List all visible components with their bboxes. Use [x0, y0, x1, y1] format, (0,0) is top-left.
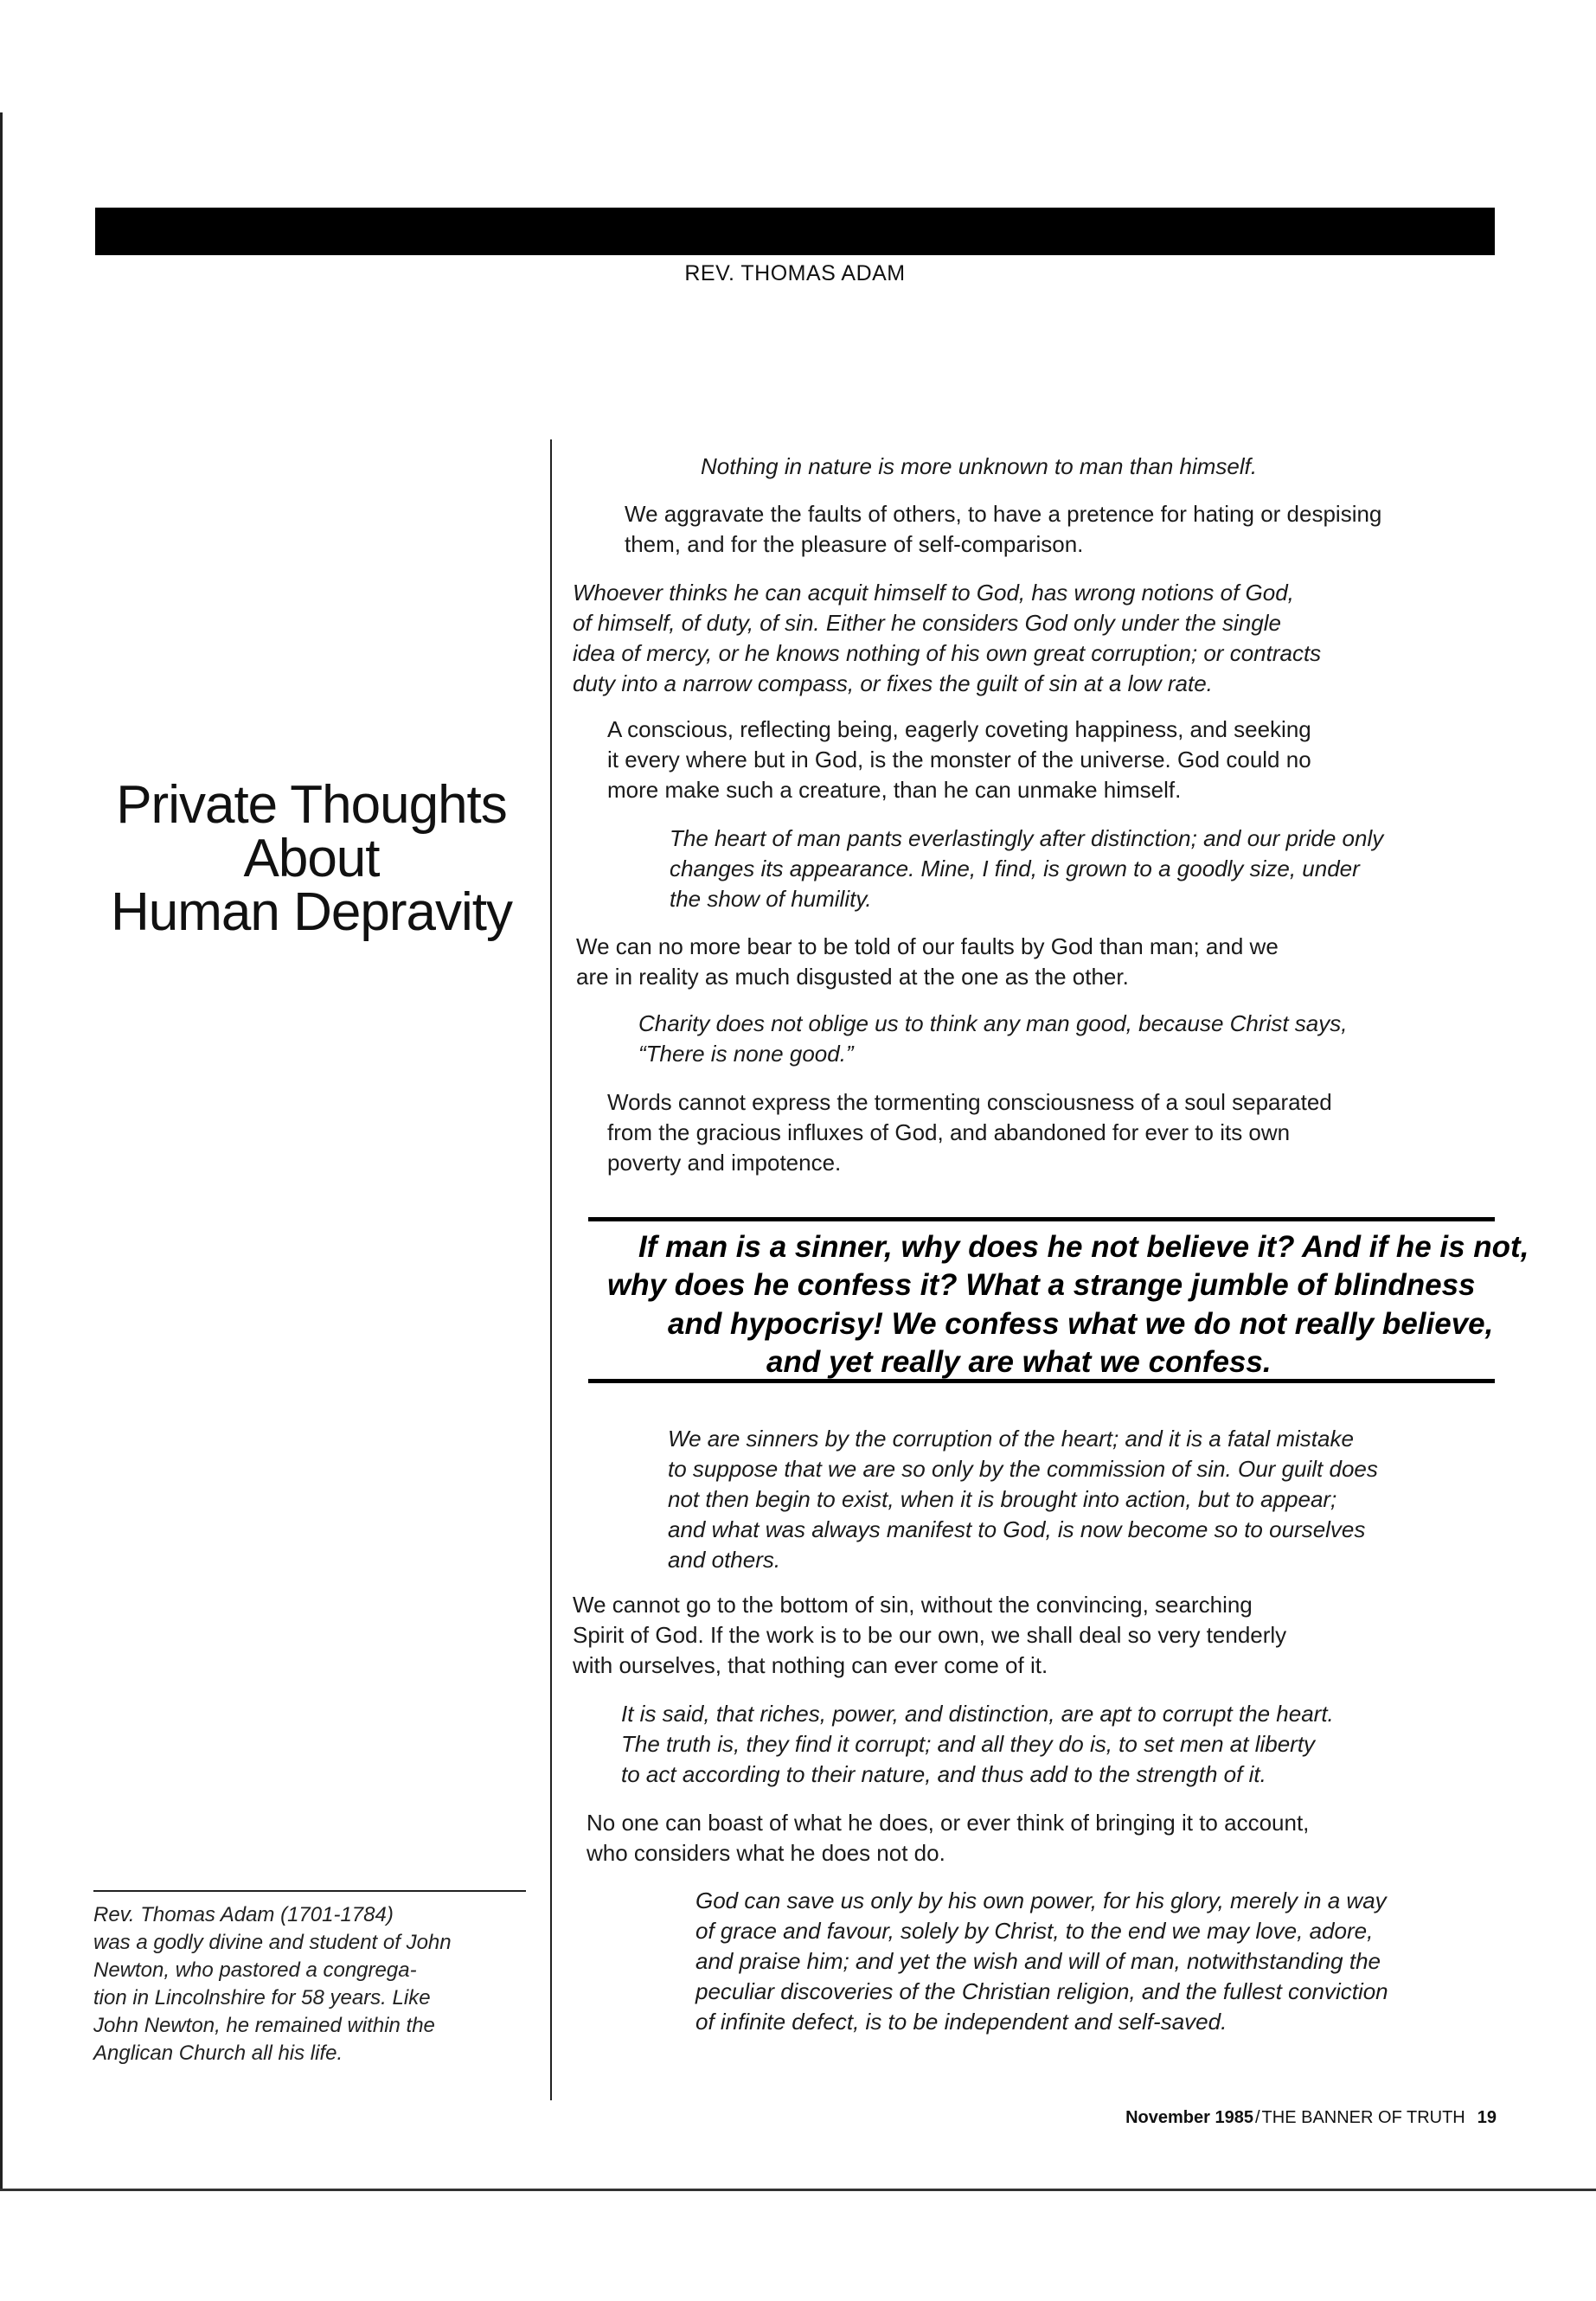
pull-quote-line: If man is a sinner, why does he not believe it? And if he is not, — [638, 1230, 1529, 1264]
bio-divider — [93, 1890, 526, 1892]
paragraph-line: who considers what he does not do. — [586, 1840, 945, 1867]
paragraph-line: them, and for the pleasure of self-comparison. — [625, 531, 1084, 558]
paragraph-line: and what was always manifest to God, is now become so to ourselves — [668, 1516, 1366, 1543]
paragraph-line: God can save us only by his own power, for his glory, merely in a way — [695, 1888, 1387, 1913]
paragraph-line: with ourselves, that nothing can ever come of it. — [573, 1652, 1048, 1679]
pull-quote-bottom-rule — [588, 1379, 1495, 1383]
paragraph-line: Spirit of God. If the work is to be our own, we shall deal so very tenderly — [573, 1622, 1287, 1649]
paragraph-8 — [607, 1087, 1332, 1178]
paragraph-line: and praise him; and yet the wish and will of man, notwithstanding the — [695, 1948, 1381, 1975]
paragraph-line: We are sinners by the corruption of the heart; and it is a fatal mistake — [668, 1426, 1354, 1452]
footer-date: November 1985 — [1125, 2108, 1253, 2127]
paragraph-4 — [607, 715, 1311, 805]
paragraph-11 — [621, 1699, 1334, 1790]
paragraph-line: A conscious, reflecting being, eagerly coveting happiness, and seeking — [607, 716, 1311, 742]
pull-quote — [588, 1228, 1529, 1382]
pull-quote-line: and yet really are what we confess. — [766, 1345, 1272, 1380]
paragraph-line: the show of humility. — [670, 886, 872, 913]
paragraph-9 — [668, 1424, 1378, 1575]
paragraph-line: The truth is, they find it corrupt; and all they do is, to set men at liberty — [621, 1731, 1316, 1758]
bio-line: was a godly divine and student of John — [93, 1930, 452, 1954]
title-line: Private Thoughts — [116, 775, 507, 835]
paragraph-line: We can no more bear to be told of our faults by God than man; and we — [576, 933, 1279, 959]
paragraph-line: to suppose that we are so only by the commission of sin. Our guilt does — [668, 1456, 1378, 1483]
paragraph-line: from the gracious influxes of God, and abandoned for ever to its own — [607, 1119, 1291, 1146]
author-byline: REV. THOMAS ADAM — [684, 261, 906, 285]
page-edge-left — [0, 112, 3, 2189]
paragraph-line: not then begin to exist, when it is brought into action, but to appear; — [668, 1486, 1337, 1513]
column-divider — [550, 439, 552, 2100]
paragraph-1 — [701, 452, 1257, 482]
paragraph-line: Nothing in nature is more unknown to man than himself. — [701, 453, 1258, 479]
paragraph-line: it every where but in God, is the monster of the universe. God could no — [607, 747, 1311, 773]
paragraph-line: The heart of man pants everlastingly after distinction; and our pride only — [670, 825, 1384, 851]
page-footer — [1038, 2108, 1497, 2128]
pull-quote-top-rule — [588, 1217, 1495, 1221]
paragraph-line: of himself, of duty, of sin. Either he considers God only under the single — [573, 610, 1281, 637]
page-number: 19 — [1477, 2108, 1497, 2127]
paragraph-2 — [625, 499, 1381, 560]
paragraph-line: No one can boast of what he does, or ever think of bringing it to account, — [586, 1810, 1310, 1836]
paragraph-13 — [695, 1886, 1388, 2037]
title-line: Human Depravity — [111, 882, 512, 942]
paragraph-7 — [638, 1009, 1347, 1069]
paragraph-line: poverty and impotence. — [607, 1150, 842, 1176]
bio-line: Newton, who pastored a congrega- — [93, 1958, 417, 1982]
paragraph-line: We cannot go to the bottom of sin, without the convincing, searching — [573, 1592, 1253, 1618]
paragraph-10 — [573, 1590, 1286, 1681]
page-edge-bottom — [0, 2189, 1596, 2191]
paragraph-line: Words cannot express the tormenting consciousness of a soul separated — [607, 1089, 1332, 1115]
paragraph-6 — [576, 932, 1279, 992]
paragraph-line: are in reality as much disgusted at the one as the other. — [576, 964, 1129, 990]
paragraph-line: We aggravate the faults of others, to have a pretence for hating or despising — [625, 501, 1382, 527]
footer-publication: THE BANNER OF TRUTH — [1261, 2108, 1465, 2127]
paragraph-line: idea of mercy, or he knows nothing of his own great corruption; or contracts — [573, 640, 1322, 667]
footer-separator: / — [1254, 2108, 1260, 2127]
paragraph-line: It is said, that riches, power, and distinction, are apt to corrupt the heart. — [621, 1701, 1334, 1727]
paragraph-line: and others. — [668, 1547, 781, 1574]
paragraph-line: of grace and favour, solely by Christ, to the end we may love, adore, — [695, 1918, 1374, 1945]
author-bio — [93, 1901, 526, 2067]
paragraph-line: to act according to their nature, and thus add to the strength of it. — [621, 1761, 1266, 1788]
paragraph-line: more make such a creature, than he can unmake himself. — [607, 777, 1182, 804]
paragraph-line: duty into a narrow compass, or fixes the guilt of sin at a low rate. — [573, 670, 1213, 697]
paragraph-line: changes its appearance. Mine, I find, is grown to a goodly size, under — [670, 856, 1360, 882]
pull-quote-line: and hypocrisy! We confess what we do not really believe, — [668, 1306, 1494, 1341]
paragraph-5 — [670, 824, 1383, 914]
paragraph-line: of infinite defect, is to be independent and self-saved. — [695, 2009, 1227, 2035]
paragraph-line: Whoever thinks he can acquit himself to God, has wrong notions of God, — [573, 580, 1294, 606]
paragraph-line: peculiar discoveries of the Christian religion, and the fullest conviction — [695, 1978, 1388, 2005]
bio-line: Rev. Thomas Adam (1701-1784) — [93, 1903, 394, 1926]
paragraph-line: “There is none good.” — [638, 1041, 854, 1067]
paragraph-3 — [573, 578, 1321, 699]
pull-quote-line: why does he confess it? What a strange jumble of blindness — [607, 1268, 1476, 1303]
header-black-bar — [95, 208, 1495, 255]
article-title — [87, 775, 536, 942]
paragraph-12 — [586, 1808, 1309, 1868]
paragraph-line: Charity does not oblige us to think any man good, because Christ says, — [638, 1010, 1348, 1036]
bio-line: John Newton, he remained within the — [93, 2013, 435, 2037]
title-line: About — [243, 829, 380, 888]
bio-line: tion in Lincolnshire for 58 years. Like — [93, 1985, 431, 2009]
bio-line: Anglican Church all his life. — [93, 2041, 343, 2065]
